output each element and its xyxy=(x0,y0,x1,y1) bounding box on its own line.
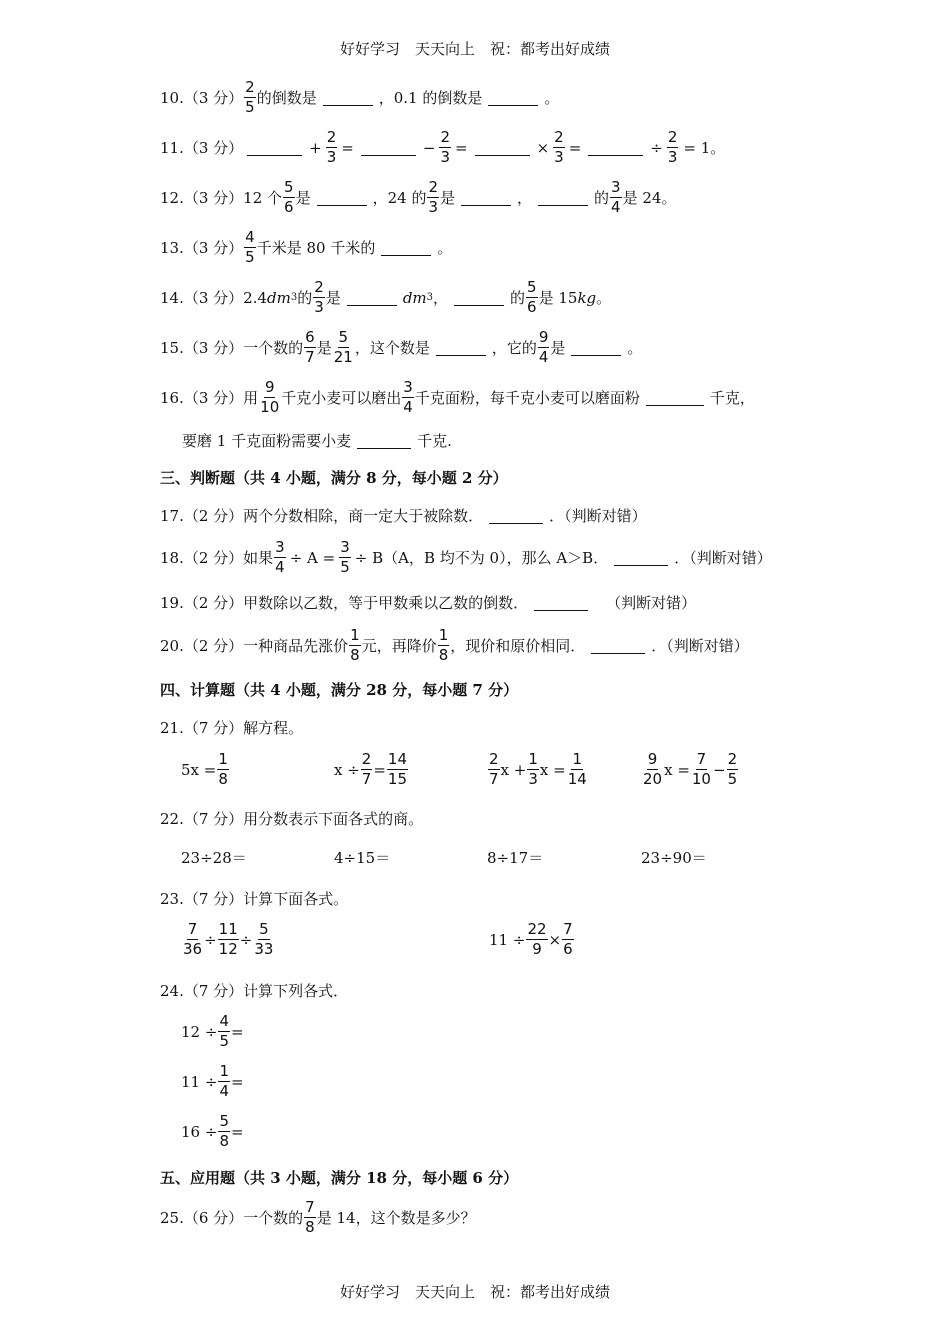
answer-blank[interactable] xyxy=(538,189,588,206)
question-12: 12.（3 分）12 个 $\frac{5}{6}$ 是 ，24 的 $\frac{2}{3}$ 是 ， 的 $\frac{3}{4}$ 是 24。 xyxy=(160,178,677,216)
answer-blank[interactable] xyxy=(347,289,397,306)
question-11: 11.（3 分） + $\frac{2}{3}$ = − $\frac{2}{3}$ = × $\frac{2}{3}$ = ÷ $\frac{2}{3}$ = 1。 xyxy=(160,128,726,166)
question-19: 19.（2 分）甲数除以乙数，等于甲数乘以乙数的倒数． （判断对错） xyxy=(160,594,697,612)
answer-blank[interactable] xyxy=(247,139,302,156)
division-item: 8÷17＝ xyxy=(487,849,544,867)
answer-blank[interactable] xyxy=(381,239,431,256)
division-item: 23÷28＝ xyxy=(181,849,247,867)
division-item: 4÷15＝ xyxy=(334,849,391,867)
answer-blank[interactable] xyxy=(361,139,416,156)
answer-blank[interactable] xyxy=(588,139,643,156)
answer-blank[interactable] xyxy=(454,289,504,306)
section-5-title: 五、应用题（共 3 小题，满分 18 分，每小题 6 分） xyxy=(160,1169,519,1187)
answer-blank[interactable] xyxy=(357,432,411,449)
answer-blank[interactable] xyxy=(534,594,588,611)
question-22: 22.（7 分）用分数表示下面各式的商。 xyxy=(160,810,424,828)
page-header: 好好学习 天天向上 祝：都考出好成绩 xyxy=(339,40,610,58)
answer-blank[interactable] xyxy=(571,339,621,356)
section-3-title: 三、判断题（共 4 小题，满分 8 分，每小题 2 分） xyxy=(160,469,508,487)
answer-blank[interactable] xyxy=(646,389,704,406)
answer-blank[interactable] xyxy=(475,139,530,156)
answer-blank[interactable] xyxy=(436,339,486,356)
question-23: 23.（7 分）计算下面各式。 xyxy=(160,890,349,908)
equation-2: x ÷ $\frac{2}{7}$ = $\frac{14}{15}$ xyxy=(334,750,408,788)
division-item: 23÷90＝ xyxy=(641,849,707,867)
question-15: 15.（3 分）一个数的 $\frac{6}{7}$ 是 $\frac{5}{21}$ ，这个数是 ，它的 $\frac{9}{4}$ 是 。 xyxy=(160,328,643,366)
question-13: 13.（3 分） $\frac{4}{5}$ 千米是 80 千米的 。 xyxy=(160,228,453,266)
question-16: 16.（3 分）用 $\frac{9}{10}$ 千克小麦可以磨出 $\frac{3}{4}$ 千克面粉，每千克小麦可以磨面粉 千克， xyxy=(160,378,755,416)
answer-blank[interactable] xyxy=(317,189,367,206)
expression-row: 16 ÷ $\frac{5}{8}$ = xyxy=(181,1112,244,1150)
answer-blank[interactable] xyxy=(488,89,538,106)
question-10: 10.（3 分） $\frac{2}{5}$ 的倒数是 ，0.1 的倒数是 。 xyxy=(160,78,560,116)
question-18: 18.（2 分）如果 $\frac{3}{4}$ ÷ A = $\frac{3}{5}$ ÷ B（A，B 均不为 0），那么 A＞B． ．（判断对错） xyxy=(160,538,772,576)
question-21: 21.（7 分）解方程。 xyxy=(160,719,304,737)
section-4-title: 四、计算题（共 4 小题，满分 28 分，每小题 7 分） xyxy=(160,681,519,699)
expression-b: 11 ÷ $\frac{22}{9}$ × $\frac{7}{6}$ xyxy=(489,920,573,958)
question-16-line2: 要磨 1 千克面粉需要小麦 千克. xyxy=(182,432,452,450)
expression-a: $\frac{7}{36}$ ÷ $\frac{11}{12}$ ÷ $\frac{5}{33}$ xyxy=(183,920,274,958)
answer-blank[interactable] xyxy=(461,189,511,206)
question-14: 14.（3 分）2.4 dm 3 的 $\frac{2}{3}$ 是 dm 3 ， 的 $\frac{5}{6}$ 是 15 kg 。 xyxy=(160,278,612,316)
answer-blank[interactable] xyxy=(489,507,543,524)
answer-blank[interactable] xyxy=(614,549,668,566)
answer-blank[interactable] xyxy=(591,637,645,654)
equation-1: 5x = $\frac{1}{8}$ xyxy=(181,750,228,788)
question-20: 20.（2 分）一种商品先涨价 $\frac{1}{8}$ 元，再降价 $\frac{1}{8}$ ，现价和原价相同． ．（判断对错） xyxy=(160,626,749,664)
fraction: $\frac{2}{5}$ xyxy=(245,78,255,116)
equation-3: $\frac{2}{7}$ x + $\frac{1}{3}$ x = $\frac{1}{14}$ xyxy=(489,750,587,788)
question-25: 25.（6 分）一个数的 $\frac{7}{8}$ 是 14，这个数是多少？ xyxy=(160,1198,476,1236)
equation-4: $\frac{9}{20}$ x = $\frac{7}{10}$ − $\frac{2}{5}$ xyxy=(643,750,738,788)
question-24: 24.（7 分）计算下列各式． xyxy=(160,982,349,1000)
answer-blank[interactable] xyxy=(323,89,373,106)
question-17: 17.（2 分）两个分数相除，商一定大于被除数． ．（判断对错） xyxy=(160,507,647,525)
expression-row: 11 ÷ $\frac{1}{4}$ = xyxy=(181,1062,244,1100)
page-footer: 好好学习 天天向上 祝：都考出好成绩 xyxy=(339,1283,610,1301)
expression-row: 12 ÷ $\frac{4}{5}$ = xyxy=(181,1012,244,1050)
